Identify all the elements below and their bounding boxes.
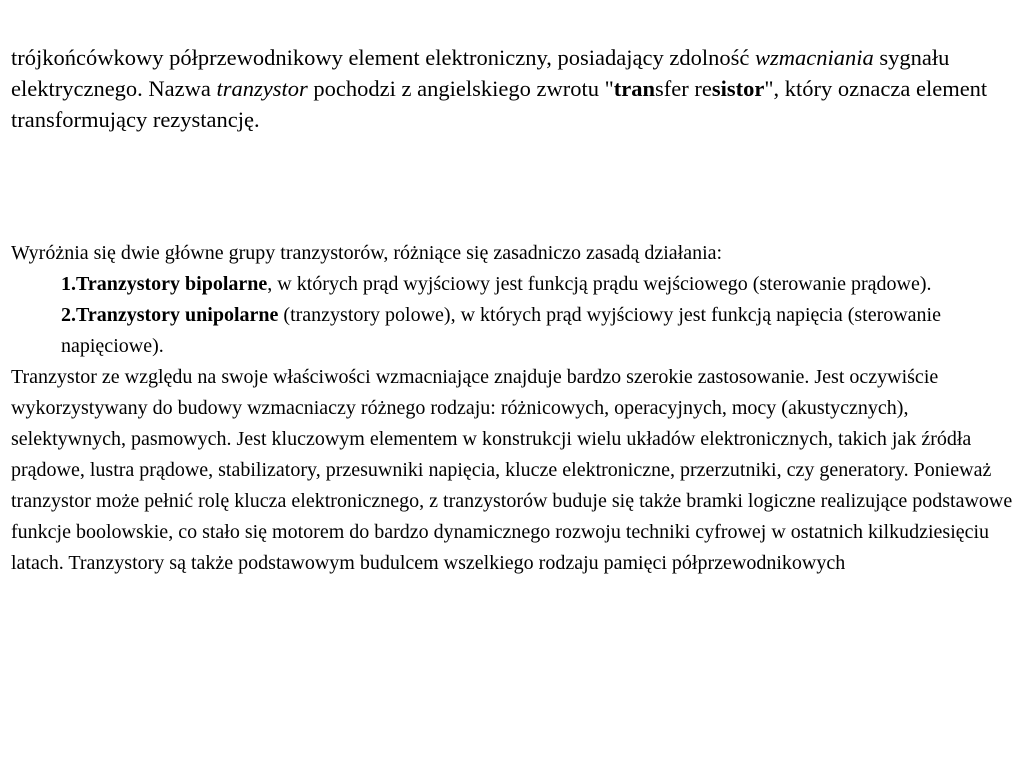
intro-bold-sistor: sistor (711, 76, 765, 101)
intro-text-2: sygnału elektrycznego. Nazwa (11, 45, 950, 101)
intro-text-3: pochodzi z angielskiego zwrotu " (307, 76, 614, 101)
applications-paragraph: Tranzystor ze względu na swoje właściwości wzmacniające znajduje bardzo szerokie zastosowanie. Jest oczywiście wykorzystywany do budowy wzmacniaczy różnego rodzaju: różnicowych, operacyjnych, mocy (akustycznych), selektywnych, pasmowych. Jest kluczowym elementem w konstrukcji wielu układów elektronicznych, takich jak źródła prądowe, lustra prądowe, stabilizatory, przesuwniki napięcia, klucze elektroniczne, przerzutniki, czy generatory. Ponieważ tranzystor może pełnić rolę klucza elektronicznego, z tranzystorów buduje się także bramki logiczne realizujące podstawowe funkcje boolowskie, co stało się motorem do bardzo dynamicznego rozwoju techniki cyfrowej w ostatnich kilkudziesięciu latach. Tranzystory są także podstawowym budulcem wszelkiego rodzaju pamięci półprzewodnikowych (11, 366, 1013, 574)
group-description: (tranzystory polowe), w których prąd wyjściowy jest funkcją napięcia (sterowanie napięciowe). (61, 304, 941, 357)
intro-text-4: sfer re (655, 76, 712, 101)
intro-paragraph (11, 42, 1016, 135)
intro-text-1: trójkońcówkowy półprzewodnikowy element elektroniczny, posiadający zdolność (11, 45, 755, 70)
intro-text-5: ", który oznacza element transformujący rezystancję. (11, 76, 988, 132)
intro-bold-tran: tran (613, 76, 656, 101)
intro-italic-amplify: wzmacniania (754, 45, 874, 70)
group-name: 1.Tranzystory bipolarne (61, 273, 268, 295)
group-item-bipolar (11, 269, 1016, 300)
intro-italic-transistor: tranzystor (216, 76, 308, 101)
group-name: 2.Tranzystory unipolarne (61, 304, 279, 326)
body-section (11, 238, 1016, 579)
group-description: , w których prąd wyjściowy jest funkcją prądu wejściowego (sterowanie prądowe). (267, 273, 932, 295)
group-item-unipolar (11, 300, 1016, 362)
groups-intro: Wyróżnia się dwie główne grupy tranzystorów, różniące się zasadniczo zasadą działania: (11, 242, 723, 264)
